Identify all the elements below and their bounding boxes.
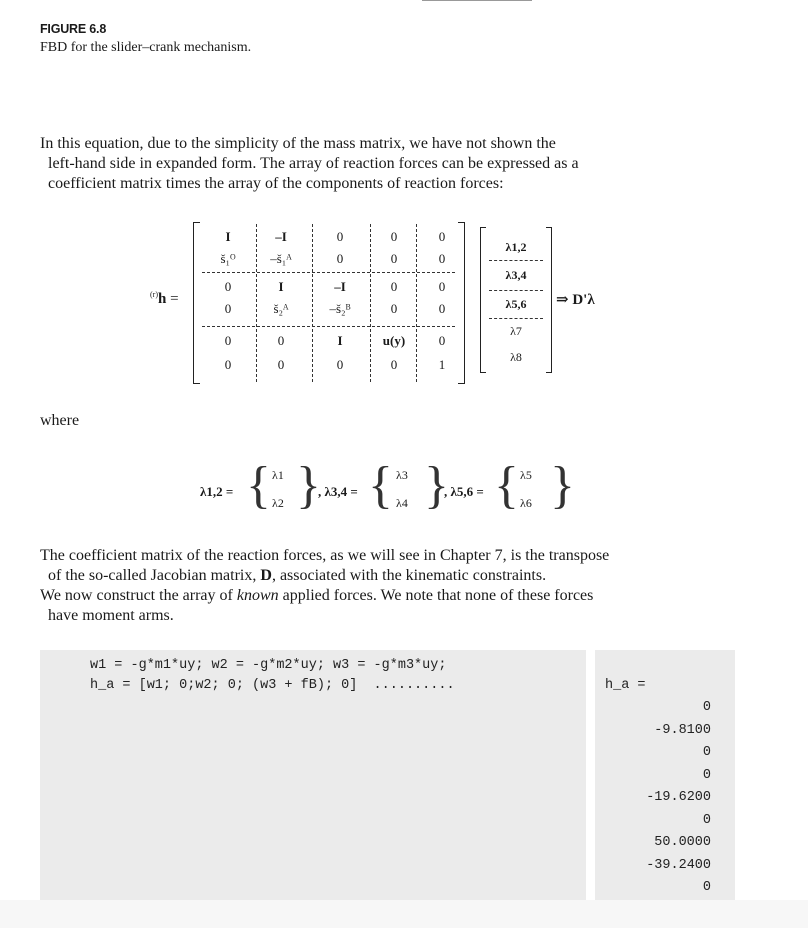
output-value: 0	[702, 700, 711, 715]
matrix-cell: 0	[438, 279, 446, 294]
matrix-cell: u(y)	[382, 333, 406, 348]
matrix-cell: 0	[390, 229, 398, 244]
matrix-cell: 0	[224, 357, 232, 372]
matrix-cell: 0	[277, 333, 285, 348]
figure-caption: FBD for the slider–crank mechanism.	[40, 40, 252, 55]
matrix-cell: 0	[390, 279, 398, 294]
paragraph-2-line-3-pre: We now construct the array of	[40, 587, 237, 604]
paragraph-2-line-2	[40, 566, 780, 586]
figure-label: FIGURE 6.8	[40, 22, 107, 36]
lambda-4: λ4	[396, 496, 408, 510]
paragraph-1-line-3: coefficient matrix times the array of the components of reaction forces:	[48, 175, 504, 192]
vector-bracket-right	[546, 227, 552, 373]
vector-separator	[489, 260, 543, 261]
vector-bracket-left	[480, 227, 486, 373]
equation-lhs	[150, 290, 179, 308]
output-value: 0	[702, 812, 711, 828]
paragraph-2-line-3	[40, 586, 780, 606]
matrix-cell: 0	[438, 251, 446, 266]
matrix-col-separator	[312, 224, 313, 382]
matrix-cell: I	[278, 279, 284, 294]
paragraph-2-line-3-post: applied forces. We note that none of these forces	[278, 587, 594, 604]
matrix-cell: 0	[277, 357, 285, 372]
equation-rhs: ⇒ D'λ	[556, 292, 595, 308]
brace-right: }	[296, 457, 321, 514]
lhs-symbol: h	[158, 291, 167, 307]
vector-entry: λ5,6	[505, 297, 527, 311]
matrix-cell: I	[225, 229, 231, 244]
lambda-1: λ1	[272, 468, 284, 482]
matrix-cell: 0	[438, 333, 446, 348]
matrix-cell: 0	[336, 251, 344, 266]
lambda-3: λ3	[396, 468, 408, 482]
lambda-6: λ6	[520, 496, 532, 510]
matrix-bracket-left	[193, 222, 200, 384]
matrix-cell: 0	[224, 301, 232, 316]
paragraph-1-line-1: In this equation, due to the simplicity of the mass matrix, we have not shown the	[40, 135, 556, 152]
code-panel	[40, 650, 586, 900]
output-panel	[595, 650, 735, 900]
page-bottom-band	[0, 900, 808, 928]
matrix-cell: 0	[224, 279, 232, 294]
matrix-cell: I	[337, 333, 343, 348]
matrix-cell: 0	[390, 301, 398, 316]
vector-entry: λ8	[510, 350, 522, 364]
brace-right: }	[550, 457, 575, 514]
code-line-1: w1 = -g*m1*uy; w2 = -g*m2*uy; w3 = -g*m3*uy;	[90, 658, 447, 673]
matrix-cell: 0	[390, 251, 398, 266]
lambda-5: λ5	[520, 468, 532, 482]
matrix-cell: –I	[334, 279, 346, 294]
matrix-row-separator	[202, 326, 455, 327]
output-value: 50.0000	[654, 835, 711, 850]
paragraph-2-line-2-post: , associated with the kinematic constraints.	[271, 567, 547, 584]
matrix-cell: 0	[438, 229, 446, 244]
matrix-cell: 0	[390, 357, 398, 372]
output-header: h_a =	[605, 678, 646, 693]
brace-right: }	[424, 457, 449, 514]
output-value: 0	[702, 767, 711, 783]
output-value: 0	[702, 745, 711, 760]
brace-left: {	[246, 457, 271, 514]
brace-left: {	[368, 457, 393, 514]
lambda-12-label: λ1,2 =	[200, 484, 234, 499]
vector-entry: λ1,2	[505, 240, 527, 254]
where-label: where	[40, 412, 80, 429]
paragraph-2	[40, 546, 780, 626]
jacobian-symbol: D	[260, 567, 272, 584]
output-value: -19.6200	[646, 790, 711, 805]
vector-separator	[489, 318, 543, 319]
matrix-cell: 0	[336, 229, 344, 244]
matrix-cell: 0	[336, 357, 344, 372]
brace-left: {	[494, 457, 519, 514]
lambda-56-label: , λ5,6 =	[444, 484, 484, 499]
output-value: -39.2400	[646, 857, 711, 873]
lhs-superscript: (r)	[150, 290, 158, 299]
lambda-2: λ2	[272, 496, 284, 510]
output-value: 0	[702, 880, 711, 895]
matrix-cell: 0	[438, 301, 446, 316]
matrix-row-separator	[202, 272, 455, 273]
matrix-col-separator	[256, 224, 257, 382]
matrix-cell: š₁ᴼ	[220, 251, 236, 266]
vector-entry: λ7	[510, 324, 522, 338]
matrix-cell: 1	[438, 357, 446, 372]
code-line-2: h_a = [w1; 0;w2; 0; (w3 + fB); 0] ..........	[90, 678, 455, 693]
paragraph-1-line-2: left-hand side in expanded form. The array of reaction forces can be expressed as a	[48, 155, 579, 172]
vector-entry: λ3,4	[505, 268, 527, 282]
matrix-cell: 0	[224, 333, 232, 348]
matrix-col-separator	[416, 224, 417, 382]
lambda-34-label: , λ3,4 =	[318, 484, 358, 499]
paragraph-2-line-1: The coefficient matrix of the reaction forces, as we will see in Chapter 7, is the transpose	[40, 547, 610, 564]
paragraph-2-line-2-pre: of the so-called Jacobian matrix,	[48, 567, 261, 584]
matrix-col-separator	[370, 224, 371, 382]
matrix-cell: –I	[275, 229, 287, 244]
known-emphasis: known	[236, 587, 279, 604]
top-rule	[422, 0, 532, 1]
matrix-cell: –š₁ᴬ	[270, 251, 292, 266]
output-value: -9.8100	[654, 722, 711, 738]
paragraph-2-line-4: have moment arms.	[48, 607, 174, 624]
matrix-cell: –š₂ᴮ	[329, 301, 351, 316]
paragraph-1	[40, 134, 780, 194]
lhs-equals: =	[170, 291, 179, 307]
vector-separator	[489, 290, 543, 291]
matrix-cell: š₂ᴬ	[273, 301, 289, 316]
